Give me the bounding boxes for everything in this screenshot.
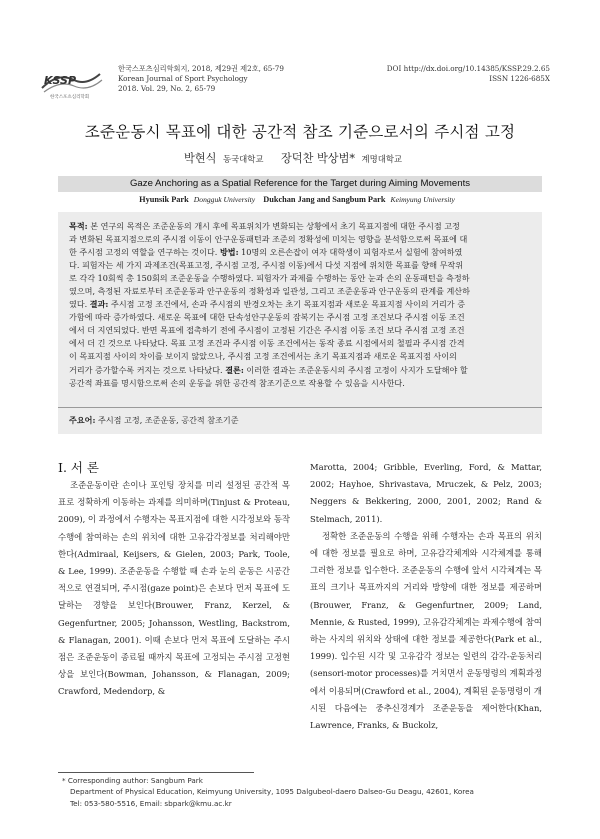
abstract-line: 거리가 증가할수록 커지는 것으로 나타났다. 결론: 이러한 결과는 조준운동시의 주시점 고정이 사지가 도달해야 할 — [69, 364, 468, 375]
keywords-divider — [58, 407, 542, 408]
logo-subtext: 한국스포츠심리학회 — [50, 95, 90, 100]
author-list-english — [0, 195, 600, 204]
abstract-line: 한 주시점 고정의 역할을 연구하는 것이다. 방법: 10명의 오른손잡이 여자 대학생이 피험자로서 실험에 참여하였 — [69, 247, 463, 258]
author-name: Dukchan Jang and Sangbum Park — [263, 195, 386, 204]
abstract-line: 공간적 좌표를 명시함으로써 손의 운동을 위한 공간적 참조기준으로 작용할 수 있음을 시사한다. — [69, 377, 405, 388]
abstract-line: 목적: 본 연구의 목적은 조준운동의 개시 후에 목표위치가 변화되는 상황에서 초기 목표지점에 대한 주시점 고정 — [69, 221, 460, 231]
abstract-label-method: 방법: — [219, 247, 239, 258]
author-name: 박현식 — [183, 152, 217, 165]
abstract-label-purpose: 목적: — [69, 221, 88, 231]
abstract-line: 에서 더 지연되었다. 반면 목표에 접촉하기 전에 주시점이 고정된 기간은 주시점 이동 조건 보다 주시점 고정 조건 — [69, 325, 465, 336]
issn: ISSN 1226-685X — [489, 74, 550, 84]
abstract-line: 가함에 따라 증가하였다. 새로운 목표에 대한 단속성안구운동의 잠복기는 주시점 고정 조건보다 주시점 이동 조건 — [69, 312, 465, 323]
keywords-text: 주시점 고정, 조준운동, 공간적 참조기준 — [95, 415, 239, 425]
footnote-line: * Corresponding author: Sangbum Park — [62, 776, 203, 785]
journal-logo — [40, 66, 108, 100]
author-affiliation: Keimyung University — [390, 195, 455, 204]
abstract-line: 에서 더 긴 것으로 나타났다. 목표 고정 조건과 주시점 이동 조건에서는 동작 종료 시점에서의 철필과 주시점 간격 — [69, 338, 465, 349]
logo-text: KSSP — [44, 74, 77, 87]
abstract-line: 이 목표지점 사이의 차이를 보이지 않았으나, 주시점 고정 조건에서는 초기 목표지점과 새로운 목표지점 사이의 — [69, 351, 457, 362]
body-column-right — [310, 459, 542, 734]
doi-block — [387, 64, 550, 84]
body-column-left — [58, 477, 290, 701]
paper-title-korean: 조준운동시 목표에 대한 공간적 참조 기준으로서의 주시점 고정 — [84, 123, 516, 141]
footnote-line: Tel: 053-580-5516, Email: sbpark@kmu.ac.kr — [70, 798, 232, 808]
kssp-logo-icon — [40, 66, 108, 100]
author-name: Hyunsik Park — [139, 195, 189, 204]
footnote — [62, 775, 474, 809]
journal-korean-citation: 한국스포츠심리학회지, 2018, 제29권 제2호, 65-79 — [118, 64, 284, 73]
abstract-line: 다. 피험자는 세 가지 과제조건(목표고정, 주시점 고정, 주시점 이동)에서 다섯 지점에 위치한 목표를 향해 무작위 — [69, 260, 464, 271]
body-paragraph: 조준운동이란 손이나 포인팅 장치를 미리 설정된 공간적 목표로 정확하게 이동하는 과제를 의미하며(Tinjust & Proteau, 2009), 이 과정에서 수행자는 목표지점에 대한 시각정보와 동작수행에 참여하는 손의 위치에 대한 고유감각정보를 처리해야만 한다(Admiraal, Keijsers, & Gielen, 2003; Park, Toole, & Lee, 1999). 조준운동을 수행할 때 손과 눈의 운동은 시공간적으로 연결되며, 주시점(gaze point)은 손보다 먼저 목표에 도달하는 경향을 보인다(Brouwer, Franz, Kerzel, & Gegenfurtner, 2005; Johansson, Westling, Backstrom, & Flanagan, 2001). 이때 손보다 먼저 목표에 도달하는 주시점은 조준운동이 종료될 때까지 목표에 고정되는 주시점 고정현상을 보인다(Bowman, Johansson, & Flanagan, 2009; Crawford, Medendorp, & — [58, 480, 290, 697]
footnote-divider — [58, 772, 254, 773]
doi-link[interactable]: DOI http://dx.doi.org/10.14385/KSSP.29.2.65 — [386, 64, 550, 73]
journal-volume: 2018. Vol. 29, No. 2, 65-79 — [118, 84, 216, 94]
journal-english-name: Korean Journal of Sport Psychology — [118, 74, 248, 84]
body-paragraph: 정확한 조준운동의 수행을 위해 수행자는 손과 목표의 위치에 대한 정보를 필요로 하며, 고유감각체계와 시각체계를 통해 그러한 정보를 입수한다. 조준운동의 수행에 앞서 시각체계는 목표의 크기나 목표까지의 거리와 방향에 대한 정보를 제공하며(Brouwer, Franz, & Gegenfurtner, 2009; Land, Mennie, & Rusted, 1999), 고유감각체계는 과제수행에 참여하는 사지의 위치와 상태에 대한 정보를 제공한다(Park et al., 1999). 입수된 시각 및 고유감각 정보는 일련의 감각-운동처리(sensori-motor processes)를 거치면서 운동명령의 계획과정에서 이용되며(Crawford et al., 2004), 계획된 운동명령이 개시된 다음에는 중추신경계가 조준운동을 제어한다(Khan, Lawrence, Franks, & Buckolz, — [310, 530, 542, 731]
paper-title-english: Gaze Anchoring as a Spatial Reference for the Target during Aiming Movements — [58, 176, 542, 192]
author-affiliation: 동국대학교 — [222, 154, 264, 164]
section-heading-introduction: Ⅰ. 서 론 — [58, 460, 100, 475]
abstract-line: 과 변화된 목표지점으로의 주시점 이동이 안구운동패턴과 조준의 정확성에 미치는 영향을 분석함으로써 목표에 대 — [69, 234, 468, 245]
author-list-korean — [0, 150, 600, 166]
author-affiliation: Dongguk University — [193, 195, 256, 204]
abstract-line: 였으며, 측정된 자료로부터 조준운동과 안구운동의 정확성과 일관성, 그리고 조준운동과 안구운동의 관계를 계산하 — [69, 286, 470, 297]
abstract-line: 였다. 결과: 주시점 고정 조건에서, 손과 주시점의 반경오차는 초기 목표지점과 새로운 목표지점 사이의 거리가 증 — [69, 299, 466, 310]
footnote-line: Department of Physical Education, Keimyung University, 1095 Dalgubeol-daero Dalseo-Gu Deagu, 42601, Korea — [70, 787, 474, 797]
abstract-line: 로 각각 10회씩 총 150회의 조준운동을 수행하였다. 피험자가 과제를 수행하는 동안 눈과 손의 운동패턴을 측정하 — [69, 273, 470, 284]
keywords-label: 주요어: — [69, 415, 96, 425]
author-name: 장덕찬 박상범* — [280, 152, 355, 165]
body-paragraph: Marotta, 2004; Gribble, Everling, Ford, & Mattar, 2002; Hayhoe, Shrivastava, Mruczek, & Pelz, 2003; Neggers & Bekkering, 2000, 2001, 2002; Rand & Stelmach, 2011). — [310, 462, 542, 524]
abstract — [69, 220, 533, 390]
author-affiliation: 계명대학교 — [361, 154, 402, 164]
abstract-label-conclusion: 결론: — [225, 364, 244, 375]
journal-citation — [118, 64, 284, 95]
abstract-label-result: 결과: — [89, 299, 109, 310]
keywords — [69, 415, 239, 426]
